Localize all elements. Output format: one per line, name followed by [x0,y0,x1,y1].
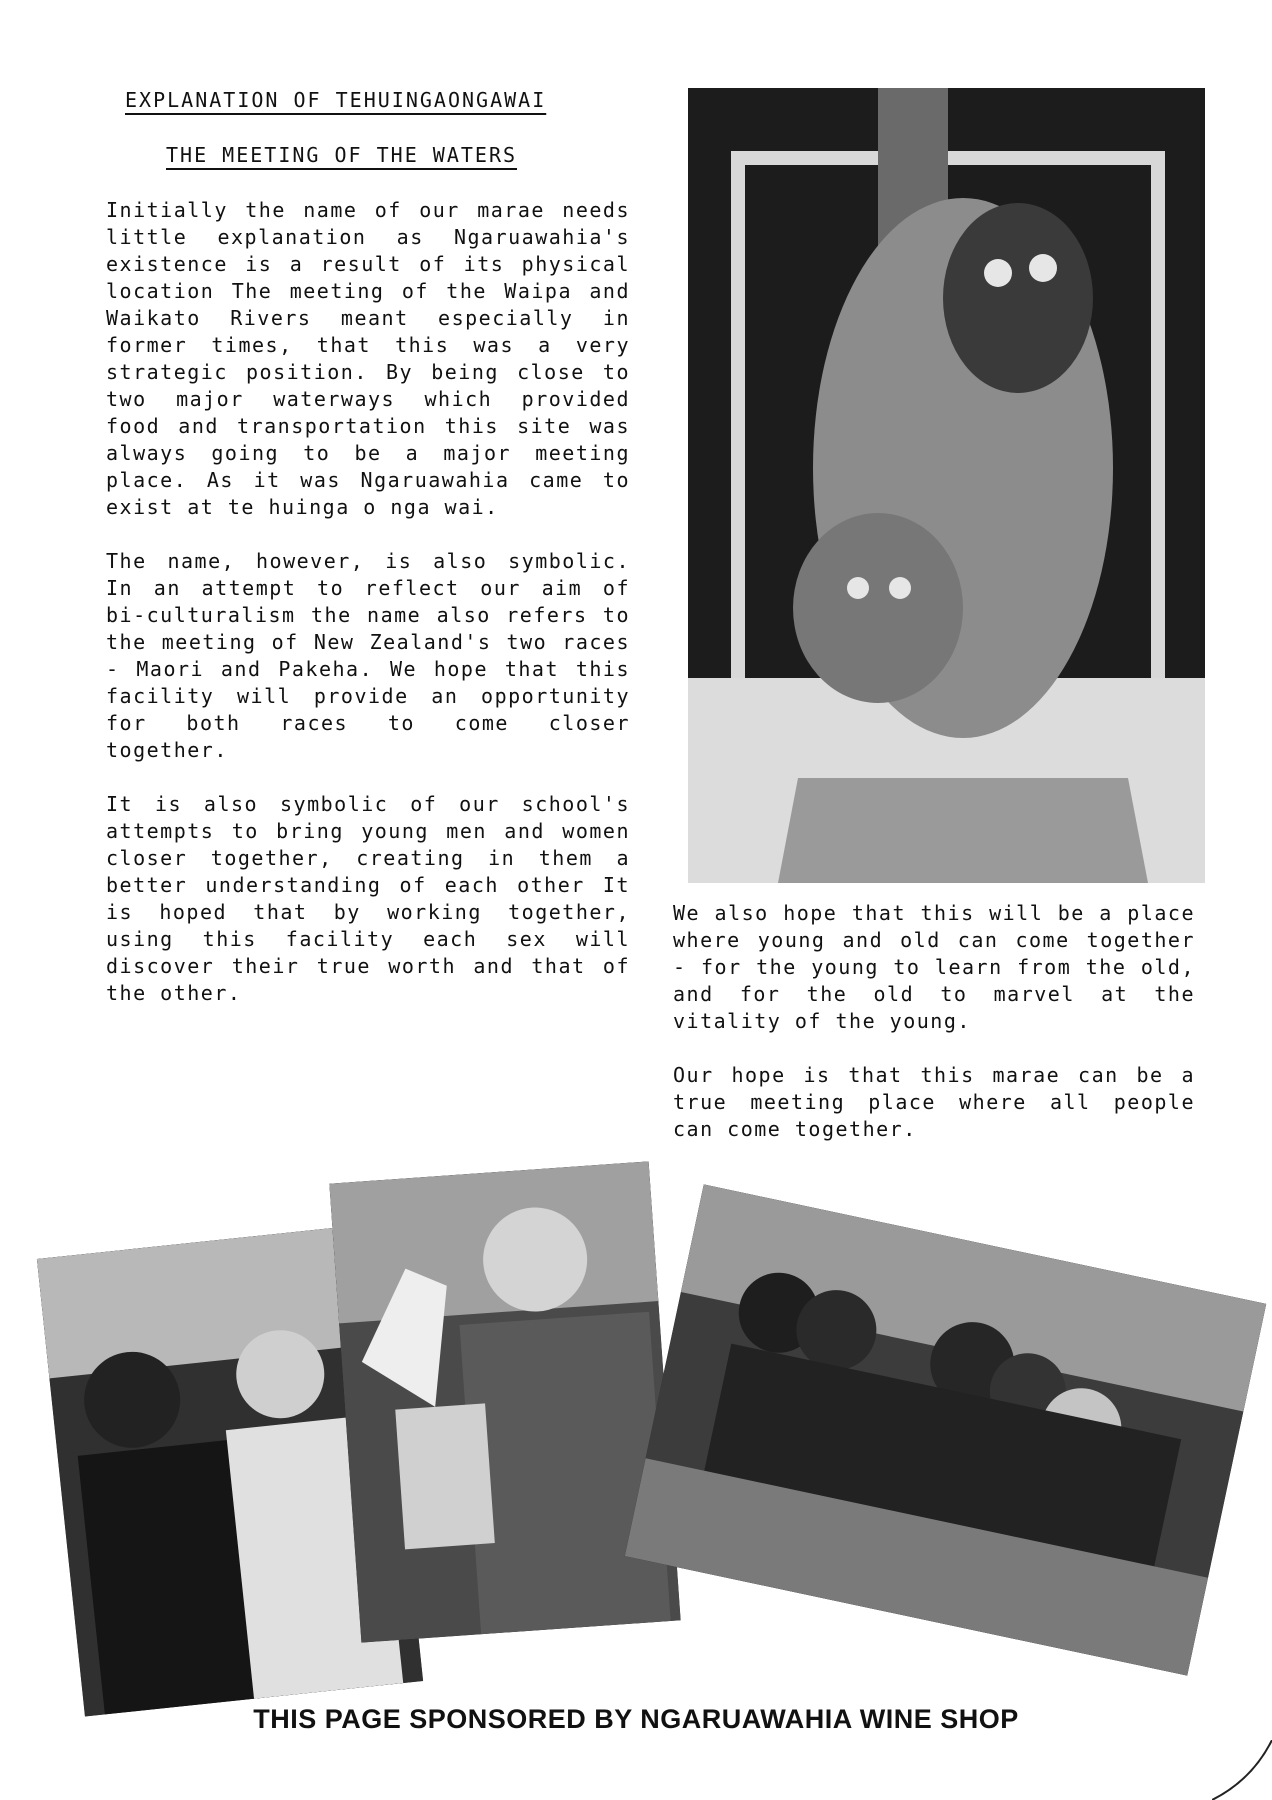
students-photo-right [625,1184,1266,1675]
right-text-column [673,900,1195,1170]
right-paragraph-2: Our hope is that this marae can be a true meeting place where all people can come together. [673,1063,1195,1141]
left-paragraph-1: Initially the name of our marae needs little explanation as Ngaruawahia's existence is a result of its physical location The meeting of the Waipa and Waikato Rivers meant especially in former times, that this was a very strategic position. By being close to two major waterways which provided food and transportation this site was always going to be a major meeting place. As it was Ngaruawahia came to exist at te huinga o nga wai. [106,198,630,519]
page-title: EXPLANATION OF TEHUINGAONGAWAI [125,88,547,112]
left-text-column [106,197,630,1034]
students-photo-center [329,1161,680,1642]
right-paragraph-1: We also hope that this will be a place where young and old can come together - for the young to learn from the old, and for the old to marvel at the vitality of the young. [673,901,1195,1033]
left-paragraph-3: It is also symbolic of our school's attempts to bring young men and women closer together, creating in them a better understanding of each other It is hoped that by working together, using this facility each sex will discover their true worth and that of the other. [106,792,630,1005]
page-subtitle: THE MEETING OF THE WATERS [166,143,518,167]
left-paragraph-2: The name, however, is also symbolic. In an attempt to reflect our aim of bi-culturalism the name also refers to the meeting of New Zealand's two races - Maori and Pakeha. We hope that this facility will provide an opportunity for both races to come closer together. [106,549,630,762]
page-curl-edge [1212,1740,1272,1800]
sponsor-footer: THIS PAGE SPONSORED BY NGARUAWAHIA WINE SHOP [253,1704,1019,1734]
carving-photo [688,88,1205,883]
